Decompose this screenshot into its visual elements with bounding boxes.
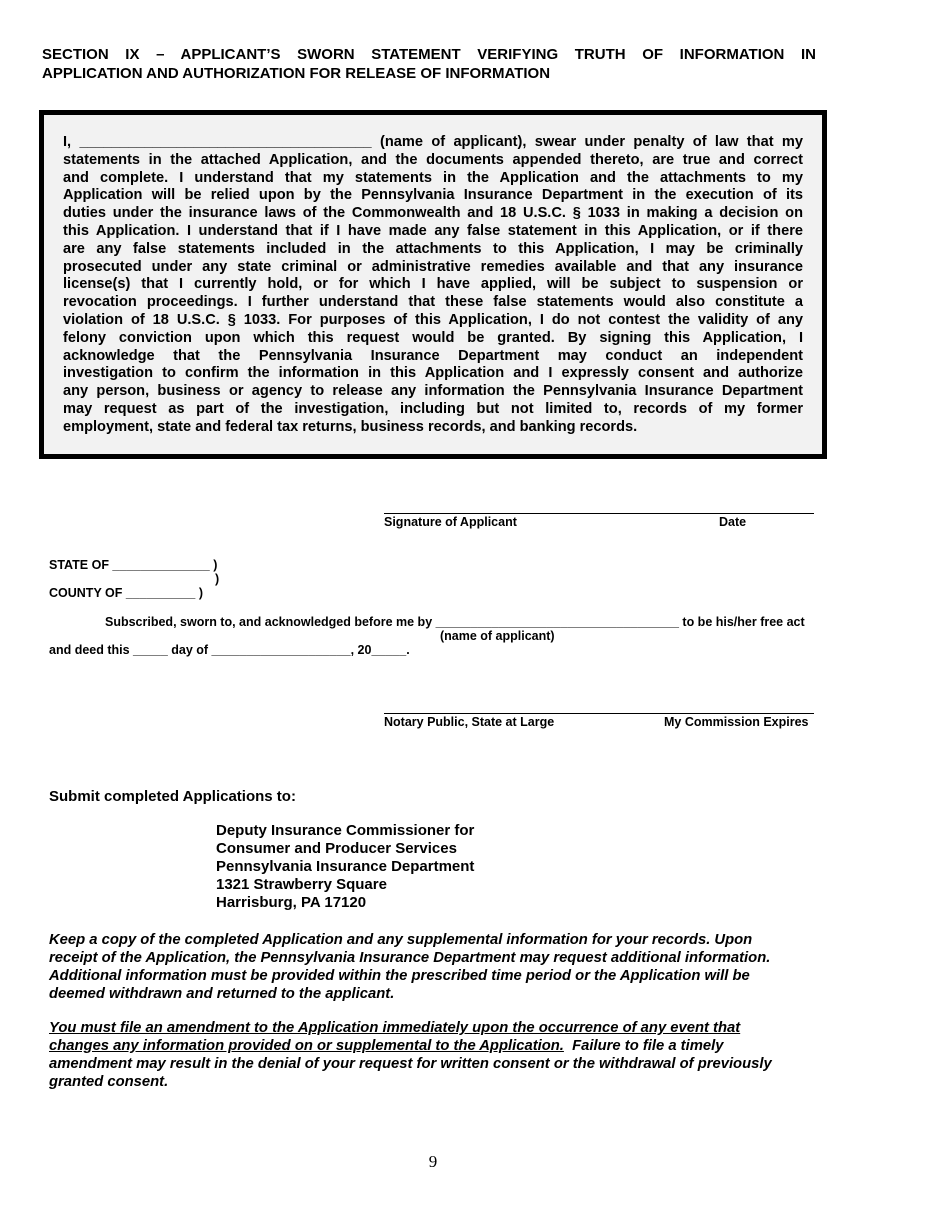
address-line: Deputy Insurance Commissioner for	[216, 822, 475, 839]
oath-line: revocation proceedings. I further understand that these false statements would also constitute a	[63, 294, 803, 311]
notary-signature-line[interactable]	[384, 713, 814, 714]
oath-line: prosecuted under any state criminal or administrative remedies available and that any insurance	[63, 258, 803, 275]
venue-bracket: )	[215, 572, 220, 586]
notice-line: receipt of the Application, the Pennsylvania Insurance Department may request additional information.	[49, 950, 771, 966]
notice-line	[49, 1037, 819, 1055]
oath-line: license(s) that I currently hold, or for which I have applied, will be subject to suspension or	[63, 276, 803, 293]
oath-line: Application will be relied upon by the Pennsylvania Insurance Department in the execution of its	[63, 187, 803, 204]
subscribed-sworn-line[interactable]: Subscribed, sworn to, and acknowledged before me by ___________________________________ to be his/her free act	[105, 615, 805, 629]
oath-line: and complete. I understand that my statements in the Application and the attachments to my	[63, 169, 803, 186]
deed-date-line[interactable]: and deed this _____ day of ____________________, 20_____.	[49, 643, 410, 657]
oath-line: are any false statements included in the attachments to this Application, I may be criminally	[63, 240, 803, 257]
notice-underlined-text: changes any information provided on or supplemental to the Application.	[49, 1038, 564, 1054]
name-of-applicant-caption: (name of applicant)	[440, 629, 555, 643]
sworn-statement-box	[39, 110, 827, 459]
oath-line: duties under the insurance laws of the Commonwealth and 18 U.S.C. § 1033 in making a decision on	[63, 205, 803, 222]
submit-heading: Submit completed Applications to:	[49, 788, 296, 805]
address-line: Consumer and Producer Services	[216, 840, 457, 857]
notary-public-label: Notary Public, State at Large	[384, 715, 555, 729]
date-label: Date	[719, 515, 747, 529]
address-line: Harrisburg, PA 17120	[216, 894, 367, 911]
address-line: Pennsylvania Insurance Department	[216, 858, 475, 875]
oath-line: I, ____________________________________ (name of applicant), swear under penalty of law that my	[63, 134, 803, 150]
notice-line: Additional information must be provided within the prescribed time period or the Application will be	[49, 968, 750, 984]
oath-line: violation of 18 U.S.C. § 1033. For purposes of this Application, I do not contest the validity of any	[63, 311, 803, 328]
notice-line: granted consent.	[49, 1074, 169, 1090]
signature-label: Signature of Applicant	[384, 515, 517, 529]
section-heading-line-1: SECTION IX – APPLICANT’S SWORN STATEMENT VERIFYING TRUTH OF INFORMATION IN	[42, 46, 816, 63]
address-line: 1321 Strawberry Square	[216, 876, 387, 893]
oath-line: employment, state and federal tax returns, business records, and banking records.	[63, 418, 638, 435]
notice-text: Failure to file a timely	[563, 1038, 724, 1054]
notice-line: You must file an amendment to the Application immediately upon the occurrence of any event that	[49, 1020, 741, 1036]
notice-line: deemed withdrawn and returned to the applicant.	[49, 986, 395, 1002]
state-of-field[interactable]: STATE OF ______________ )	[49, 558, 218, 572]
page-number: 9	[428, 1152, 438, 1171]
commission-expires-label: My Commission Expires	[664, 715, 809, 729]
records-notice	[49, 931, 819, 1003]
signature-line[interactable]	[384, 513, 814, 514]
oath-line: may request as part of the investigation, including but not limited to, records of my former	[63, 400, 803, 417]
section-heading	[42, 45, 816, 83]
amendment-notice	[49, 1019, 819, 1091]
oath-line: any person, business or agency to release any information the Pennsylvania Insurance Department	[63, 383, 803, 400]
oath-line: investigation to confirm the information in this Application and I expressly consent and authorize	[63, 365, 803, 382]
notice-line: amendment may result in the denial of your request for written consent or the withdrawal of previously	[49, 1056, 772, 1072]
oath-line: this Application. I understand that if I have made any false statement in this Application, or if there	[63, 222, 803, 239]
oath-line: felony conviction upon which this request would be granted. By signing this Application, I	[63, 329, 803, 346]
mailing-address	[216, 822, 474, 912]
sworn-statement-text	[63, 134, 803, 437]
oath-line: acknowledge that the Pennsylvania Insurance Department may conduct an independent	[63, 347, 803, 364]
section-heading-line-2: APPLICATION AND AUTHORIZATION FOR RELEASE OF INFORMATION	[42, 65, 551, 82]
notice-line: Keep a copy of the completed Application and any supplemental information for your records. Upon	[49, 932, 753, 948]
county-of-field[interactable]: COUNTY OF __________ )	[49, 586, 204, 600]
oath-line: statements in the attached Application, and the documents appended thereto, are true and correct	[63, 151, 803, 168]
